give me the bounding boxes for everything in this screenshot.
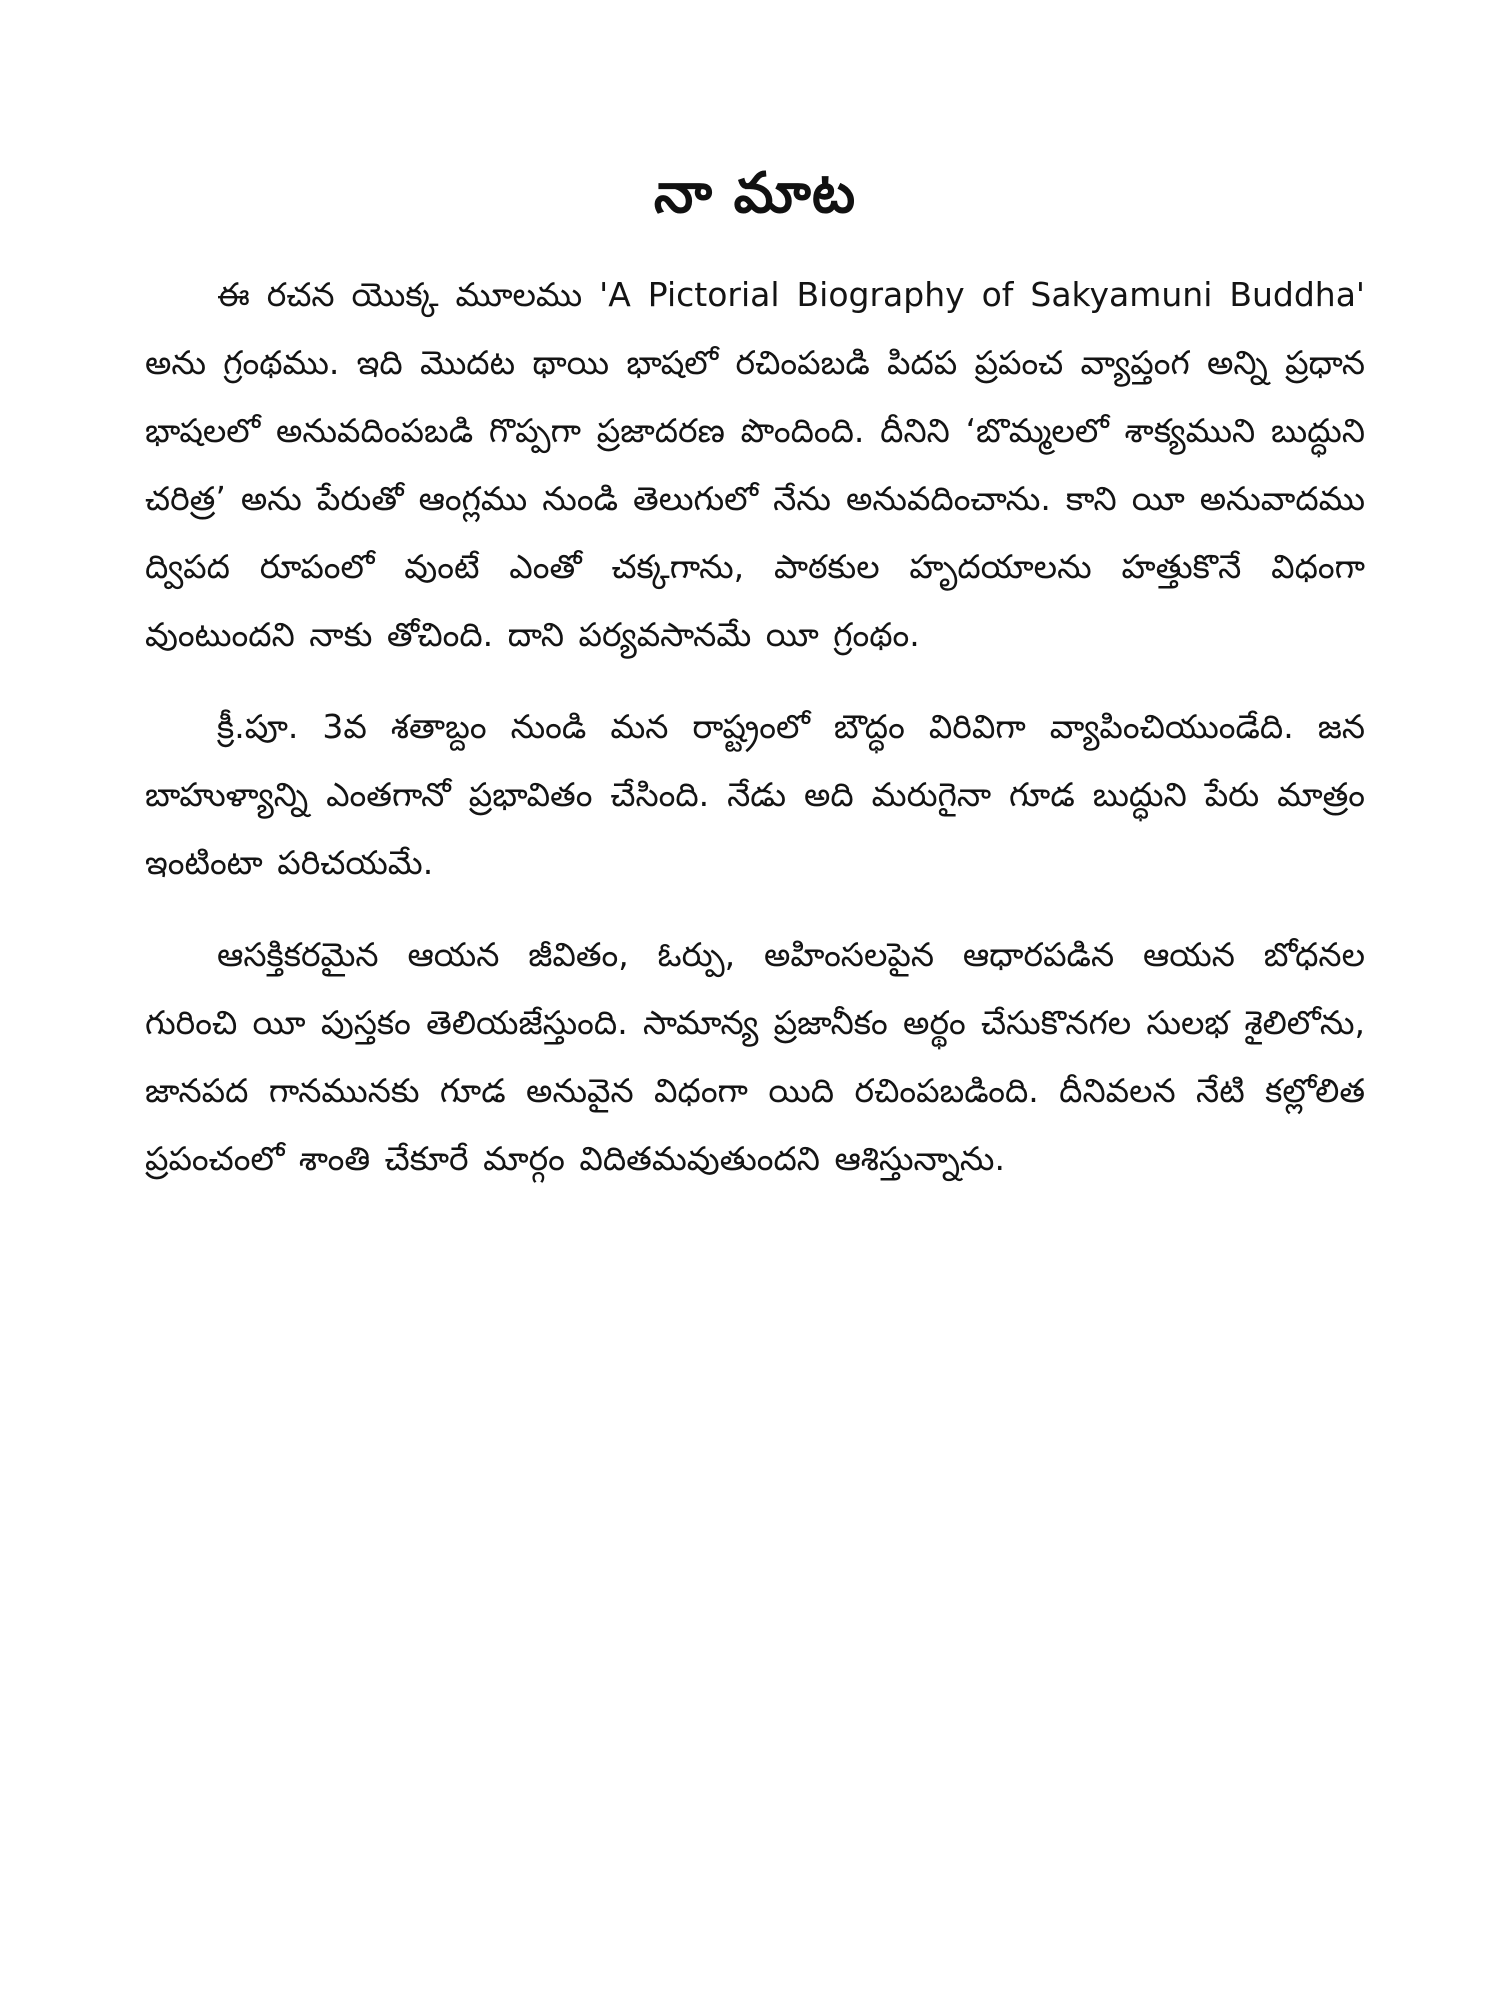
paragraph-1: ఈ రచన యొక్క మూలము 'A Pictorial Biography of Sakyamuni Buddha' అను గ్రంథము. ఇది మొదట థాయి భాషలో రచింపబడి పిదప ప్రపంచ వ్యాప్తంగ అన్ని ప్రధాన భాషలలో అనువదింపబడి గొప్పగా ప్రజాదరణ పొందింది. దీనిని ‘బొమ్మలలో శాక్యముని బుద్ధుని చరిత్ర’ అను పేరుతో ఆంగ్లము నుండి తెలుగులో నేను అనువదించాను. కాని యీ అనువాదము ద్విపద రూపంలో వుంటే ఎంతో చక్కగాను, పాఠకుల హృదయాలను హత్తుకొనే విధంగా వుంటుందని నాకు తోచింది. దాని పర్యవసానమే యీ గ్రంథం. [145, 275, 1365, 655]
paragraph-3: ఆసక్తికరమైన ఆయన జీవితం, ఓర్పు, అహింసలపైన ఆధారపడిన ఆయన బోధనల గురించి యీ పుస్తకం తెలియజేస్తుంది. సామాన్య ప్రజానీకం అర్థం చేసుకొనగల సులభ శైలిలోను, జానపద గానమునకు గూడ అనువైన విధంగా యిది రచింపబడింది. దీనివలన నేటి కల్లోలిత ప్రపంచంలో శాంతి చేకూరే మార్గం విదితమవుతుందని ఆశిస్తున్నాను. [145, 935, 1365, 1179]
page-title: నా మాట [653, 161, 857, 226]
paragraph-2: క్రీ.పూ. 3వ శతాబ్దం నుండి మన రాష్ట్రంలో బౌద్ధం విరివిగా వ్యాపించియుండేది. జన బాహుళ్యాన్ని ఎంతగానో ప్రభావితం చేసింది. నేడు అది మరుగైనా గూడ బుద్ధుని పేరు మాత్రం ఇంటింటా పరిచయమే. [145, 707, 1365, 883]
